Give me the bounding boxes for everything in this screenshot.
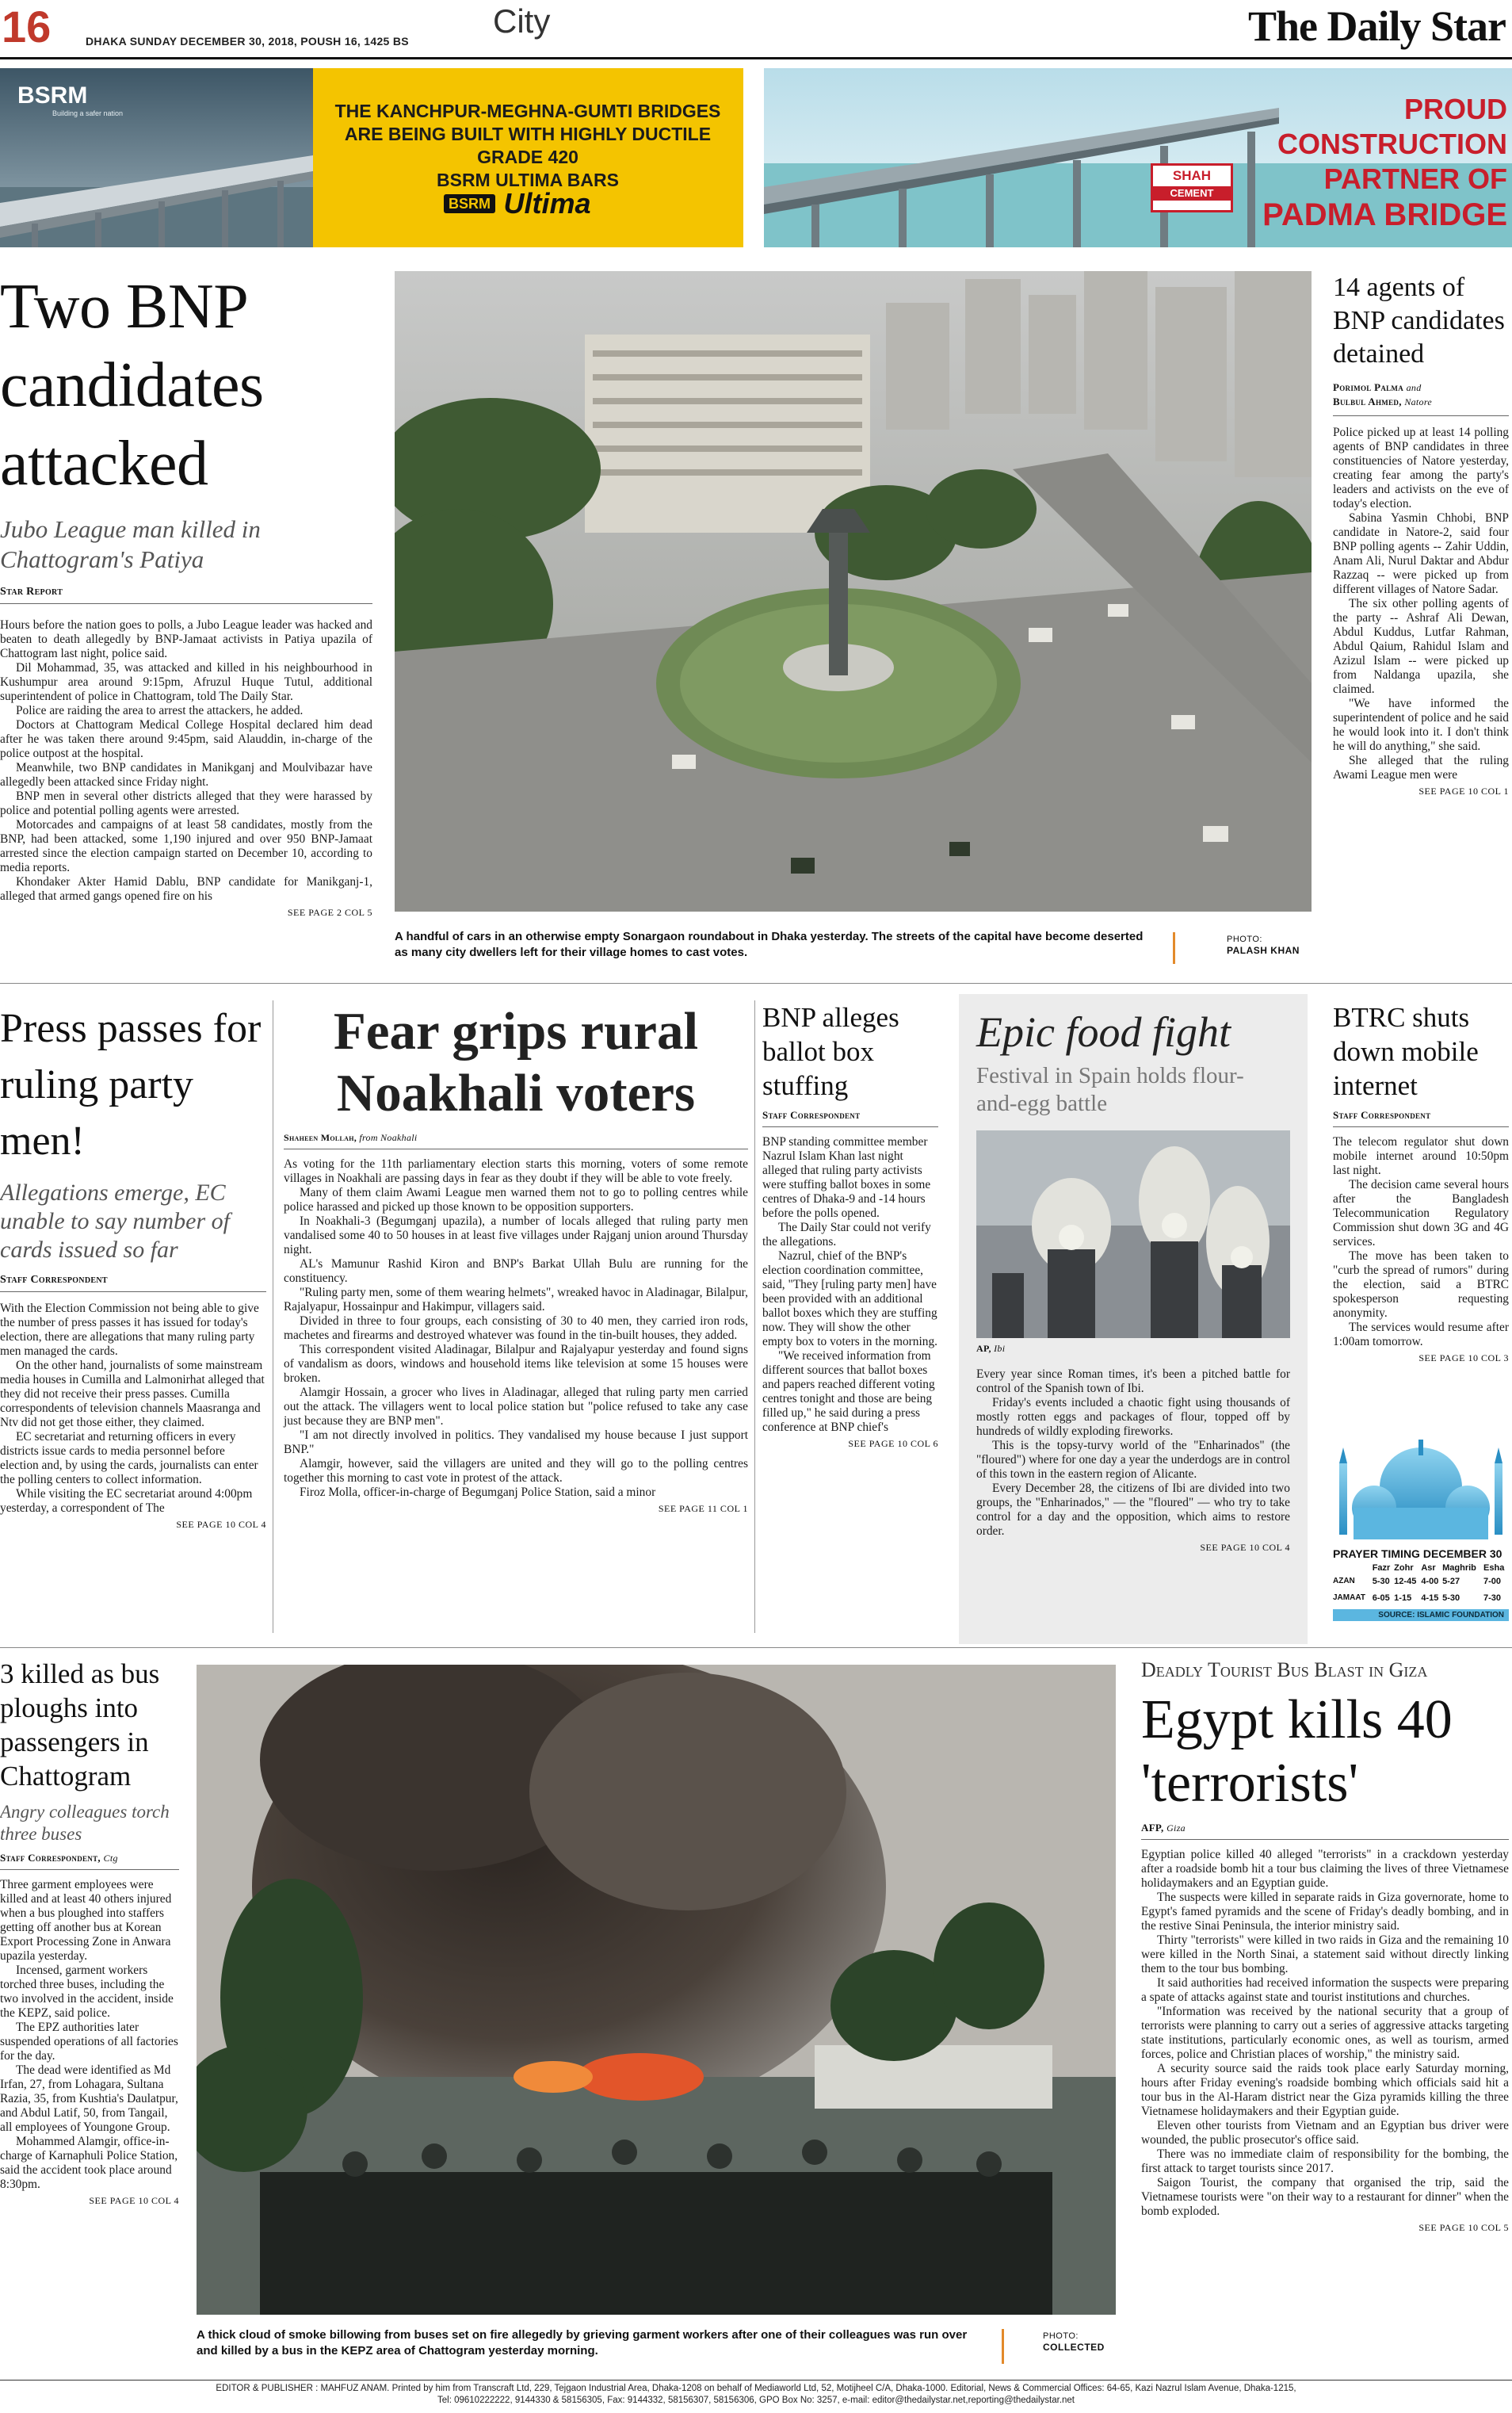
ballot-paragraph: The Daily Star could not verify the allegations. bbox=[762, 1221, 931, 1249]
roundabout-image bbox=[395, 271, 1312, 912]
noakhali-paragraph: AL's Mamunur Rashid Kiron and BNP's Barkat Ullah Bulu are running for the constituency. bbox=[284, 1257, 748, 1285]
roundabout-photo bbox=[395, 271, 1312, 912]
prayer-header-row bbox=[1333, 1563, 1509, 1573]
caption-divider bbox=[1173, 932, 1175, 964]
egypt-paragraph: A security source said the raids took place early Saturday morning, hours after Friday evening's roadside bombing which officials said hit a tour bus in the Al-Haram district near the Giza pyramids killing the three Vietnamese holidaymakers and their Egyptian guide. bbox=[1141, 2062, 1509, 2118]
egypt-paragraph: "Information was received by the national security that a group of terrorists were planning to carry out a series of aggressive attacks targeting state institutions, particularly economic ones, as well as tourism, armed forces, police and Christian places of worship," the ministry said. bbox=[1141, 2005, 1509, 2061]
bus-paragraph: Three garment employees were killed and at least 40 others injured when a bus ploughed into staffers getting off another bus at Korean Export Processing Zone in Anwara upazila yesterday. bbox=[0, 1878, 172, 1963]
prayer-row-azan bbox=[1333, 1573, 1509, 1590]
byline-place: from Noakhali bbox=[359, 1132, 418, 1143]
food-paragraph: Friday's events included a chaotic fight using thousands of mostly rotten eggs and packages of flour, topped off by hundreds of wildly exploding fireworks. bbox=[976, 1396, 1290, 1438]
imprint-line1: EDITOR & PUBLISHER : MAHFUZ ANAM. Printed by him from Transcraft Ltd, 229, Tejgaon Industrial Area, Dhaka-1208 on behalf of Mediaworld Ltd, 52, Motijheel C/A, Dhaka-1000. Editorial, News & Commercial Offices: 64-65, Kazi Nazrul Islam Avenue, Dhaka-1215, bbox=[216, 2384, 1296, 2393]
egypt-body bbox=[1141, 1848, 1509, 2219]
mid-rule bbox=[0, 983, 1512, 984]
food-subhead: Festival in Spain holds flour-and-egg battle bbox=[976, 1063, 1244, 1116]
food-photo-credit bbox=[976, 1343, 1290, 1355]
noakhali-paragraph: Firoz Molla, officer-in-charge of Begumganj Police Station, said a minor bbox=[300, 1486, 656, 1499]
mosque-icon bbox=[1333, 1432, 1509, 1543]
masthead bbox=[0, 0, 1512, 57]
agents-body bbox=[1333, 426, 1509, 782]
noakhali-story[interactable] bbox=[284, 1000, 748, 1515]
imprint bbox=[0, 2383, 1512, 2407]
btrc-body bbox=[1333, 1135, 1509, 1349]
noakhali-paragraph: Divided in three to four groups, each consisting of 30 to 40 men, they carried iron rods, machetes and firearms and destroyed whatever was found in the tin-built houses, they added. bbox=[284, 1314, 748, 1342]
egypt-paragraph: Eleven other tourists from Vietnam and an Egyptian bus driver were wounded, the public prosecutor's office said. bbox=[1141, 2119, 1509, 2147]
prayer-title: PRAYER TIMING DECEMBER 30 bbox=[1333, 1547, 1502, 1560]
byline-place: Ctg bbox=[103, 1853, 118, 1864]
btrc-paragraph: The services would resume after 1:00am tomorrow. bbox=[1333, 1321, 1509, 1348]
egypt-paragraph: It said authorities had received information the suspects were preparing a spate of attacks against state and tourist institutions and churches. bbox=[1141, 1976, 1509, 2004]
agents-continuation[interactable]: SEE PAGE 10 COL 1 bbox=[1418, 786, 1509, 797]
shah-line1: PROUD bbox=[1403, 93, 1507, 125]
noakhali-paragraph: Alamgir Hossain, a grocer who lives in Aladinagar, alleged that ruling party men carried out the attack. The villagers went to local police station but "police refused to take any case just because they are BNP men". bbox=[284, 1386, 748, 1428]
egypt-paragraph: Saigon Tourist, the company that organised the trip, said the Vietnamese tourists were "on their way to a restaurant for dinner" when the bomb exploded. bbox=[1141, 2176, 1509, 2218]
prayer-time: 5-30 bbox=[1372, 1577, 1390, 1586]
prayer-time: 6-05 bbox=[1372, 1593, 1390, 1603]
btrc-paragraph: The telecom regulator shut down mobile internet around 10:50pm last night. bbox=[1333, 1135, 1509, 1177]
press-byline: Staff Correspondent bbox=[0, 1274, 266, 1292]
bus-paragraph: Mohammed Alamgir, office-in-charge of Karnaphuli Police Station, said the accident took place around 8:30pm. bbox=[0, 2135, 178, 2191]
agents-paragraph: She alleged that the ruling Awami League men were bbox=[1333, 754, 1509, 782]
imprint-line2: Tel: 09610222222, 9144330 & 58156305, Fax: 9144332, 58156307, 58156306, GPO Box No: 3257, e-mail: editor@thedailystar.net,reporting@thedailystar.net bbox=[437, 2396, 1075, 2405]
credit-label: PHOTO: bbox=[1227, 935, 1262, 944]
shah-logo bbox=[1151, 163, 1233, 212]
bus-headline: 3 killed as bus ploughs into passengers in Chattogram bbox=[0, 1658, 160, 1792]
egypt-paragraph: Egyptian police killed 40 alleged "terrorists" in a crackdown yesterday after a roadside bomb hit a tour bus claiming the lives of three Vietnamese holidaymakers and an Egyptian guide. bbox=[1141, 1848, 1509, 1890]
ballot-byline: Staff Correspondent bbox=[762, 1109, 938, 1127]
food-paragraph: This is the topsy-turvy world of the "Enharinados" (the "floured") where for one day a year the underdogs are in control of this town in the eastern region of Alicante. bbox=[976, 1439, 1290, 1481]
noakhali-paragraph: Alamgir, however, said the villagers are united and they will go to the polling centres together this morning to cast vote in protest of the attack. bbox=[284, 1457, 748, 1485]
egypt-continuation[interactable]: SEE PAGE 10 COL 5 bbox=[1418, 2222, 1509, 2233]
prayer-table bbox=[1333, 1563, 1509, 1606]
lead-paragraph: Hours before the nation goes to polls, a Jubo League leader was hacked and beaten to death allegedly by BNP-Jamaat activists in Patiya upazila of Chattogram last night, police said. bbox=[0, 618, 372, 660]
ballot-continuation[interactable]: SEE PAGE 10 COL 6 bbox=[848, 1438, 938, 1449]
roundabout-caption: A handful of cars in an otherwise empty Sonargaon roundabout in Dhaka yesterday. The streets of the capital have become deserted as many city dwellers left for their village homes to cast votes. bbox=[395, 930, 1144, 959]
agents-story[interactable] bbox=[1333, 271, 1509, 797]
fire-image bbox=[197, 1665, 1116, 2315]
noakhali-paragraph: Many of them claim Awami League men warned them not to go to polling centres while police harassed and picked up those known to be opposition supporters. bbox=[284, 1186, 748, 1214]
bus-story[interactable] bbox=[0, 1657, 179, 2207]
lead-paragraph: Police are raiding the area to arrest the attackers, he added. bbox=[16, 704, 304, 717]
ballot-headline: BNP alleges ballot box stuffing bbox=[762, 1002, 899, 1101]
lead-paragraph: Dil Mohammad, 35, was attacked and killed in his neighbourhood in Kushumpur area around 9:15pm, Afruzul Huque Tutul, additional superintendent of police in Chattogram, told The Daily Star. bbox=[0, 661, 372, 703]
egypt-headline: Egypt kills 40 'terrorists' bbox=[1141, 1689, 1453, 1814]
agents-paragraph: "We have informed the superintendent of police and he said he would look into it. I don't think he will do anything," she said. bbox=[1333, 697, 1509, 753]
egypt-paragraph: There was no immediate claim of responsibility for the bombing, the first attack to target tourists since 2017. bbox=[1141, 2147, 1509, 2175]
bsrm-line2: ARE BEING BUILT WITH HIGHLY DUCTILE GRADE 420 bbox=[344, 124, 712, 167]
page-number: 16 bbox=[2, 2, 52, 52]
lead-paragraph: Meanwhile, two BNP candidates in Manikganj and Moulvibazar have allegedly been attacked since Friday night. bbox=[0, 761, 372, 789]
food-body bbox=[976, 1367, 1290, 1539]
bus-paragraph: The EPZ authorities later suspended operations of all factories for the day. bbox=[0, 2021, 178, 2063]
shah-ad-text bbox=[1255, 92, 1507, 233]
press-subhead: Allegations emerge, EC unable to say number of cards issued so far bbox=[0, 1180, 230, 1263]
credit-label: PHOTO: bbox=[1043, 2331, 1079, 2341]
bus-byline bbox=[0, 1852, 179, 1870]
shah-line3: PARTNER OF bbox=[1323, 163, 1507, 195]
btrc-byline: Staff Correspondent bbox=[1333, 1109, 1509, 1127]
paper-logo[interactable]: The Daily Star bbox=[1247, 2, 1506, 50]
section-name: City bbox=[493, 2, 551, 40]
fire-caption: A thick cloud of smoke billowing from buses set on fire allegedly by grieving garment workers after one of their colleagues was run over and killed by a bus in the KEPZ area of Chattogram yesterday morning. bbox=[197, 2328, 968, 2358]
btrc-paragraph: The move has been taken to "curb the spread of rumors" during the election, said a BTRC spokesperson requesting anonymity. bbox=[1333, 1249, 1509, 1320]
shah-logo-line2: CEMENT bbox=[1153, 186, 1231, 201]
bsrm-logo-tag: Building a safer nation bbox=[52, 109, 124, 117]
btrc-headline: BTRC shuts down mobile internet bbox=[1333, 1002, 1479, 1101]
egypt-story[interactable] bbox=[1141, 1658, 1509, 2234]
agents-paragraph: Police picked up at least 14 polling agents of BNP candidates in three constituencies of Natore yesterday, creating fear among the party's leaders and activists on the eve of today's election. bbox=[1333, 426, 1509, 511]
shah-line4: PADMA BRIDGE bbox=[1262, 197, 1507, 232]
prayer-time: 4-15 bbox=[1421, 1593, 1439, 1603]
bsrm-product: Ultima bbox=[503, 187, 591, 220]
credit-place: Ibi bbox=[994, 1343, 1006, 1354]
ballot-body bbox=[762, 1135, 938, 1435]
press-headline: Press passes for ruling party men! bbox=[0, 1006, 262, 1164]
byline-name: Porimol Palma bbox=[1333, 381, 1404, 393]
credit-name: COLLECTED bbox=[1043, 2342, 1105, 2353]
ballot-story[interactable] bbox=[762, 1000, 938, 1450]
lead-headline: Two BNP candidates attacked bbox=[0, 272, 264, 499]
roundabout-credit bbox=[1227, 934, 1300, 957]
prayer-time: 5-27 bbox=[1442, 1577, 1460, 1586]
agents-byline bbox=[1333, 380, 1509, 416]
press-continuation[interactable]: SEE PAGE 10 COL 4 bbox=[176, 1519, 266, 1530]
credit-agency: AP, bbox=[976, 1343, 991, 1354]
bsrm-ultima-logo bbox=[444, 187, 590, 220]
bus-paragraph: Incensed, garment workers torched three buses, including the two involved in the accident, inside the KEPZ, said police. bbox=[0, 1964, 174, 2020]
agents-paragraph: The six other polling agents of the party -- Ashraf Ali Dewan, Abdul Kuddus, Lutfar Rahman, Abdul Qaium, Rahidul Islam and Azizul Islam -- were picked up from Naldanga upazila, she claimed. bbox=[1333, 597, 1509, 696]
food-paragraph: Every December 28, the citizens of Ibi are divided into two groups, the "Enharinados," — the "floured" — who try to take control for a day and the opposition, which aims to restore order. bbox=[976, 1482, 1290, 1538]
btrc-continuation[interactable]: SEE PAGE 10 COL 3 bbox=[1418, 1352, 1509, 1363]
prayer-time: 5-30 bbox=[1442, 1593, 1460, 1603]
egypt-kicker: Deadly Tourist Bus Blast in Giza bbox=[1141, 1658, 1428, 1681]
press-paragraph: On the other hand, journalists of some mainstream media houses in Cumilla and Lalmonirhat alleged that they did not receive their press passes. Cumilla correspondents of television channels Maasranga and Ntv did not get those either, they claimed. bbox=[0, 1359, 265, 1429]
press-story[interactable] bbox=[0, 1000, 266, 1531]
prayer-row-jamaat bbox=[1333, 1590, 1509, 1606]
bsrm-line3: BSRM ULTIMA BARS bbox=[437, 170, 619, 190]
noakhali-byline bbox=[284, 1132, 748, 1149]
lead-paragraph: BNP men in several other districts alleged that they were harassed by police and potential polling agents were arrested. bbox=[0, 790, 372, 817]
bsrm-ad-text bbox=[317, 100, 739, 192]
noakhali-paragraph: This correspondent visited Aladinagar, Bilalpur and Rajalyapur yesterday and found signs of vandalism as doors, windows and household items like television at some 15 houses were broken. bbox=[284, 1343, 748, 1385]
food-headline: Epic food fight bbox=[976, 1008, 1231, 1056]
lead-continuation[interactable]: SEE PAGE 2 COL 5 bbox=[287, 907, 372, 918]
prayer-col: Esha bbox=[1483, 1563, 1505, 1573]
byline-name: Shaheen Mollah, bbox=[284, 1132, 357, 1143]
noakhali-body bbox=[284, 1157, 748, 1500]
lead-body bbox=[0, 618, 372, 904]
lead-paragraph: Motorcades and campaigns of at least 58 candidates, mostly from the BNP, had been attacked, some 1,190 injured and over 950 BNP-Jamaat arrested since the election campaign started on December 10, according to media reports. bbox=[0, 818, 372, 874]
noakhali-paragraph: In Noakhali-3 (Begumganj upazila), a number of locals alleged that ruling party men vandalised some 40 to 50 houses in at least five villages under Rajganj union around Thursday night. bbox=[284, 1214, 748, 1256]
prayer-col: Maghrib bbox=[1442, 1563, 1476, 1573]
bsrm-logo: BSRM bbox=[17, 82, 88, 109]
bus-paragraph: The dead were identified as Md Irfan, 27, from Lohagara, Sultana Razia, 35, from Kushtia's Daulatpur, and Abdul Latif, 50, from Tangail, all employees of Youngone Group. bbox=[0, 2063, 178, 2134]
byline-name: Bulbul Ahmed, bbox=[1333, 396, 1402, 407]
prayer-time: 7-00 bbox=[1483, 1577, 1502, 1586]
egypt-paragraph: Thirty "terrorists" were killed in two raids in Giza and the remaining 10 were killed in the North Sinai, a statement said without directly linking them to the tour bus bombing. bbox=[1141, 1933, 1509, 1975]
bsrm-line1: THE KANCHPUR-MEGHNA-GUMTI BRIDGES bbox=[334, 101, 721, 121]
bsrm-brand: BSRM bbox=[444, 194, 495, 213]
press-paragraph: While visiting the EC secretariat around 4:00pm yesterday, a correspondent of The bbox=[0, 1487, 253, 1515]
bus-body bbox=[0, 1878, 179, 2192]
lead-byline: Star Report bbox=[0, 586, 372, 604]
prayer-col: Zohr bbox=[1394, 1563, 1414, 1573]
food-fight-photo bbox=[976, 1130, 1290, 1338]
lead-story[interactable] bbox=[0, 268, 372, 919]
press-paragraph: With the Election Commission not being able to give the number of press passes it has issued for today's election, there are allegations that many ruling party men managed the cards. bbox=[0, 1302, 259, 1358]
bus-subhead: Angry colleagues torch three buses bbox=[0, 1802, 170, 1844]
shah-logo-line1: SHAH bbox=[1172, 168, 1212, 183]
bsrm-ad[interactable] bbox=[0, 68, 743, 247]
lead-paragraph: Khondaker Akter Hamid Dablu, BNP candidate for Manikganj-1, alleged that armed gangs opened fire on his bbox=[0, 875, 372, 903]
prayer-source: SOURCE: ISLAMIC FOUNDATION bbox=[1333, 1609, 1509, 1621]
ballot-paragraph: BNP standing committee member Nazrul Islam Khan last night alleged that ruling party activists were stuffing ballot boxes in some centres of Dhaka-9 and -14 hours before the polls opened. bbox=[762, 1135, 931, 1220]
lead-paragraph: Doctors at Chattogram Medical College Hospital declared him dead after he was taken there around 9:45pm, said Alauddin, in-charge of the police outpost at the hospital. bbox=[0, 718, 372, 760]
prayer-time: 1-15 bbox=[1394, 1593, 1412, 1603]
agents-headline: 14 agents of BNP candidates detained bbox=[1333, 273, 1505, 369]
prayer-row-label: JAMAAT bbox=[1333, 1593, 1365, 1602]
prayer-time: 12-45 bbox=[1394, 1577, 1417, 1586]
credit-name: PALASH KHAN bbox=[1227, 945, 1300, 956]
prayer-col: Asr bbox=[1421, 1563, 1436, 1573]
byline-place: Giza bbox=[1166, 1822, 1186, 1834]
prayer-timing-box bbox=[1333, 1432, 1509, 1621]
noakhali-headline: Fear grips rural Noakhali voters bbox=[333, 1002, 699, 1122]
press-body bbox=[0, 1302, 266, 1516]
prayer-col: Fazr bbox=[1372, 1563, 1391, 1573]
press-paragraph: EC secretariat and returning officers in every districts issue cards to media personnel before election and, by using the cards, journalists can enter the polling centers to collect information. bbox=[0, 1430, 258, 1486]
noakhali-paragraph: "I am not directly involved in politics. They vandalised my house because I just support BNP." bbox=[284, 1428, 748, 1456]
byline-and: and bbox=[1406, 382, 1422, 393]
btrc-paragraph: The decision came several hours after the Bangladesh Telecommunication Regulatory Commission shut down 3G and 4G services. bbox=[1333, 1178, 1509, 1249]
bus-fire-photo bbox=[197, 1665, 1116, 2315]
noakhali-paragraph: As voting for the 11th parliamentary election starts this morning, voters of some remote villages in Noakhali are passing days in fear as they doubt if they will be able to vote freely. bbox=[284, 1157, 748, 1185]
byline-name: Staff Correspondent, bbox=[0, 1852, 101, 1864]
lower-rule bbox=[0, 1647, 1512, 1648]
shah-line2: CONSTRUCTION bbox=[1277, 128, 1507, 160]
fire-credit bbox=[1043, 2331, 1105, 2354]
shah-ad[interactable] bbox=[764, 68, 1512, 247]
agents-paragraph: Sabina Yasmin Chhobi, BNP candidate in Natore-2, said four BNP polling agents -- Zahir Uddin, Anam Ali, Nurul Daktar and Abdur Razzaq -- were picked up from different villages of Natore Sadar. bbox=[1333, 511, 1509, 596]
prayer-row-label: AZAN bbox=[1333, 1577, 1355, 1585]
bus-continuation[interactable]: SEE PAGE 10 COL 4 bbox=[89, 2195, 179, 2206]
egypt-byline bbox=[1141, 1822, 1509, 1840]
byline-place: Natore bbox=[1404, 396, 1433, 407]
caption-divider bbox=[1002, 2329, 1004, 2364]
ballot-paragraph: "We received information from different sources that ballot boxes and papers reached different voting centres tonight and those are being filled up," he said during a press conference at BNP chief's bbox=[762, 1349, 935, 1434]
prayer-time: 4-00 bbox=[1421, 1577, 1439, 1586]
lead-subhead: Jubo League man killed in Chattogram's Patiya bbox=[0, 515, 261, 573]
egypt-paragraph: The suspects were killed in separate raids in Giza governorate, home to Egypt's famed pyramids and the scene of Friday's deadly bombing, and in the restive Sinai Peninsula, the interior ministry said. bbox=[1141, 1891, 1509, 1933]
prayer-time: 7-30 bbox=[1483, 1593, 1502, 1603]
food-paragraph: Every year since Roman times, it's been a pitched battle for control of the Spanish town of Ibi. bbox=[976, 1367, 1290, 1395]
noakhali-paragraph: "Ruling party men, some of them wearing helmets", wreaked havoc in Aladinagar, Bilalpur, Rajalyapur, Hossainpur and Hakimpur, villagers said. bbox=[284, 1286, 748, 1314]
ballot-paragraph: Nazrul, chief of the BNP's election coordination committee, said, "They [ruling party men] have been provided with an additional ballot boxes which they are stuffing now. They will show the other empty box to voters in the morning. bbox=[762, 1249, 937, 1348]
dateline: DHAKA SUNDAY DECEMBER 30, 2018, POUSH 16, 1425 BS bbox=[86, 35, 409, 48]
food-continuation[interactable]: SEE PAGE 10 COL 4 bbox=[1200, 1542, 1290, 1553]
col-divider bbox=[754, 1000, 755, 1633]
byline-name: AFP, bbox=[1141, 1822, 1164, 1834]
noakhali-continuation[interactable]: SEE PAGE 11 COL 1 bbox=[658, 1503, 748, 1514]
masthead-rule bbox=[0, 57, 1512, 59]
food-story[interactable] bbox=[959, 994, 1308, 1644]
btrc-story[interactable] bbox=[1333, 1000, 1509, 1364]
